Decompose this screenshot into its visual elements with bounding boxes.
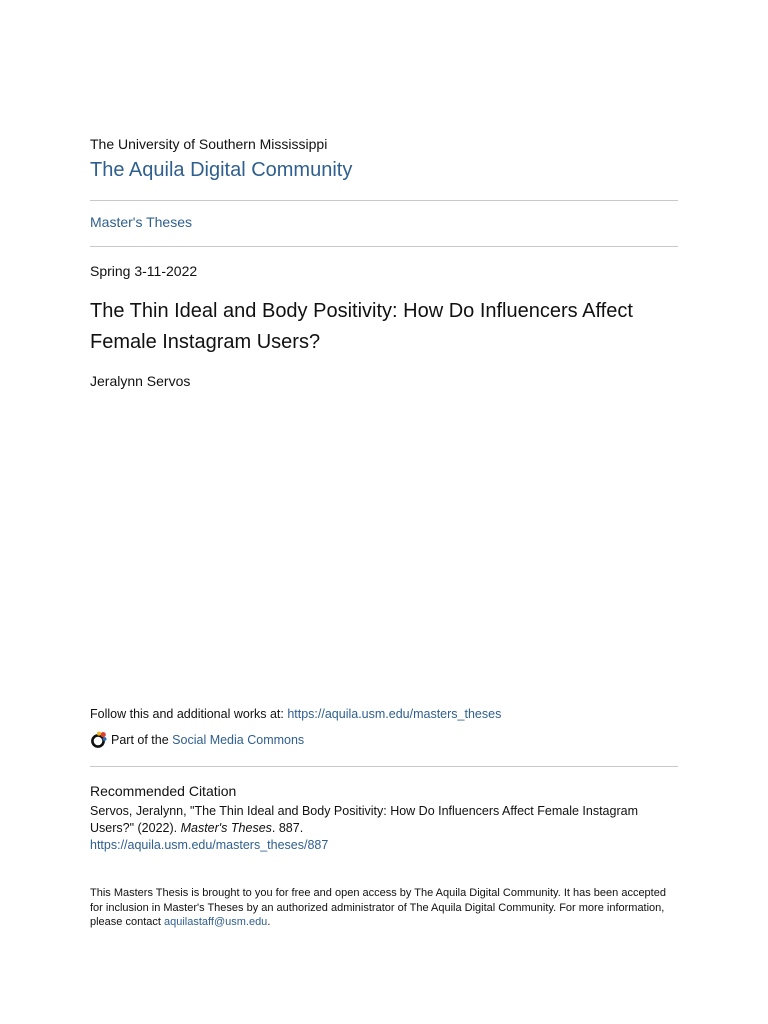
follow-prefix: Follow this and additional works at:	[90, 707, 288, 721]
cover-page	[90, 0, 678, 1024]
access-notice	[90, 886, 678, 930]
citation-heading: Recommended Citation	[90, 783, 237, 799]
author-name: Jeralynn Servos	[90, 373, 191, 389]
university-name: The University of Southern Mississippi	[90, 136, 328, 152]
follow-line	[90, 706, 501, 722]
part-of-line	[90, 730, 304, 750]
divider-bottom	[90, 766, 678, 767]
network-commons-icon	[90, 731, 108, 749]
divider-middle	[90, 246, 678, 247]
divider-top	[90, 200, 678, 201]
series-link[interactable]: Master's Theses	[90, 214, 193, 230]
citation-text: Servos, Jeralynn, "The Thin Ideal and Body Positivity: How Do Influencers Affect Female Instagram Users?" (2022).	[90, 804, 638, 835]
notice-text: This Masters Thesis is brought to you for free and open access by The Aquila Digital Community. It has been accepted for inclusion in Master's Theses by an authorized administrator of The Aquila Digital Community. For more information, please contact	[90, 887, 666, 928]
contact-email-link[interactable]: aquilastaff@usm.edu	[164, 916, 268, 928]
citation-number: . 887.	[271, 821, 304, 835]
discipline-link[interactable]: Social Media Commons	[172, 733, 305, 747]
publication-date: Spring 3-11-2022	[90, 263, 198, 279]
thesis-title: The Thin Ideal and Body Positivity: How Do Influencers Affect Female Instagram Users?	[90, 300, 633, 353]
part-of-prefix: Part of the	[111, 733, 169, 747]
collection-link[interactable]: https://aquila.usm.edu/masters_theses	[287, 707, 502, 721]
community-link[interactable]: The Aquila Digital Community	[90, 159, 353, 181]
notice-end: .	[267, 916, 271, 928]
citation-block	[90, 803, 678, 854]
citation-link[interactable]: https://aquila.usm.edu/masters_theses/887	[90, 838, 329, 852]
citation-series: Master's Theses	[180, 821, 272, 835]
